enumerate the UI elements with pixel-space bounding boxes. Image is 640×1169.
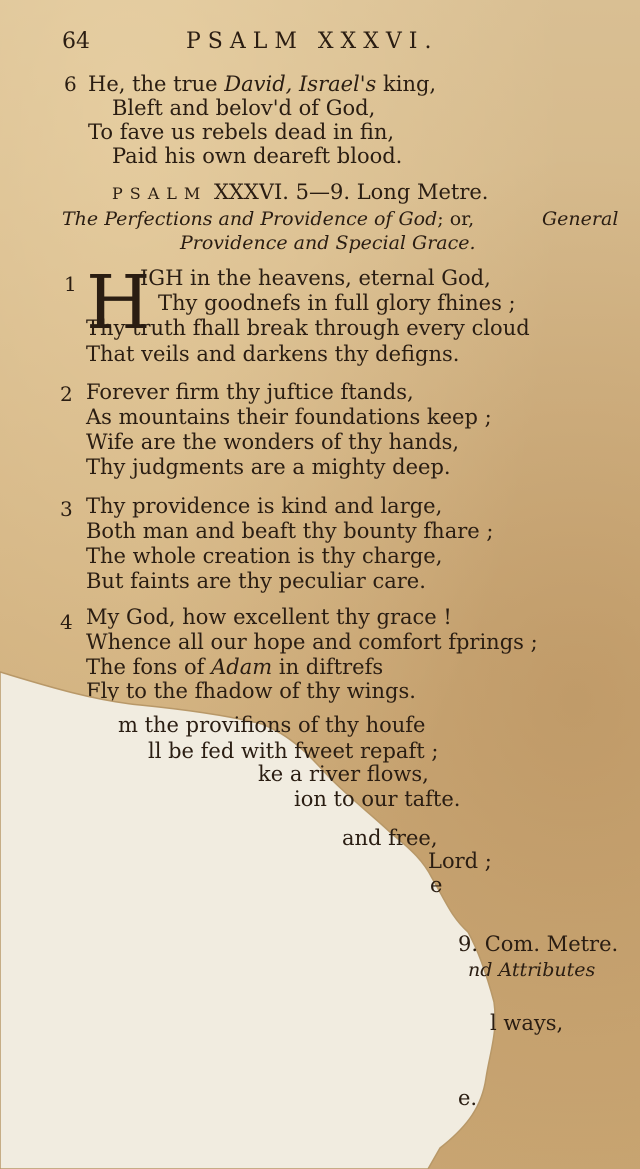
verse-line: Both man and beaft thy bounty fhare ; [86, 519, 494, 543]
verse-fragment: and free, [342, 826, 438, 850]
verse-line: Forever firm thy juftice ftands, [86, 380, 414, 404]
psalm-subtitle-fragment: nd Attributes [468, 959, 596, 981]
verse-line: Bleft and belov'd of God, [112, 96, 376, 120]
verse-line: Thy judgments are a mighty deep. [86, 455, 451, 479]
verse-fragment: l ways, [490, 1011, 564, 1035]
verse-fragment: e [430, 873, 443, 897]
verse-line: Thy goodnefs in full glory fhines ; [158, 291, 516, 315]
verse-fragment: ion to our tafte. [294, 787, 461, 811]
stanza-number: 4 [60, 610, 73, 634]
verse-fragment: m the provifions of thy houfe [118, 713, 426, 737]
verse-line: Thy truth fhall break through every cloud [86, 316, 530, 340]
verse-line: My God, how excellent thy grace ! [86, 605, 452, 629]
verse-line: But faints are thy peculiar care. [86, 569, 426, 593]
verse-line: Thy providence is kind and large, [86, 494, 443, 518]
psalm-subtitle: Providence and Special Grace. [180, 232, 476, 254]
psalm-title: PSALM XXXVI. 5—9. Long Metre. [112, 180, 489, 204]
verse-line: IGH in the heavens, eternal God, [140, 266, 491, 290]
verse-line: He, the true David, Israel's king, [88, 72, 437, 96]
verse-line: The whole creation is thy charge, [86, 544, 443, 568]
verse-line: Fly to the fhadow of thy wings. [86, 679, 416, 703]
stanza-number: 3 [60, 497, 73, 521]
verse-line: To fave us rebels dead in fin, [88, 120, 395, 144]
verse-line: Whence all our hope and comfort fprings ; [86, 630, 538, 654]
drop-cap: H [86, 260, 151, 346]
verse-fragment: Lord ; [428, 849, 492, 873]
psalm-subtitle: The Perfections and Providence of God; or, General [62, 208, 619, 230]
verse-line: Wife are the wonders of thy hands, [86, 430, 460, 454]
stanza-number: 2 [60, 382, 73, 406]
verse-line: That veils and darkens thy defigns. [86, 342, 460, 366]
page-number: 64 [62, 29, 90, 54]
psalm-title-fragment: 9. Com. Metre. [458, 932, 619, 956]
verse-line: As mountains their foundations keep ; [86, 405, 492, 429]
verse-fragment: ll be fed with fweet repaft ; [148, 739, 439, 763]
verse-fragment: e. [458, 1086, 478, 1110]
stanza-number: 1 [64, 272, 77, 296]
stanza-number: 6 [64, 72, 77, 96]
verse-line: The fons of Adam in diftrefs [86, 655, 384, 679]
verse-line: Paid his own deareft blood. [112, 144, 403, 168]
verse-fragment: ke a river flows, [258, 762, 429, 786]
running-title: PSALM XXXVI. [186, 29, 439, 54]
